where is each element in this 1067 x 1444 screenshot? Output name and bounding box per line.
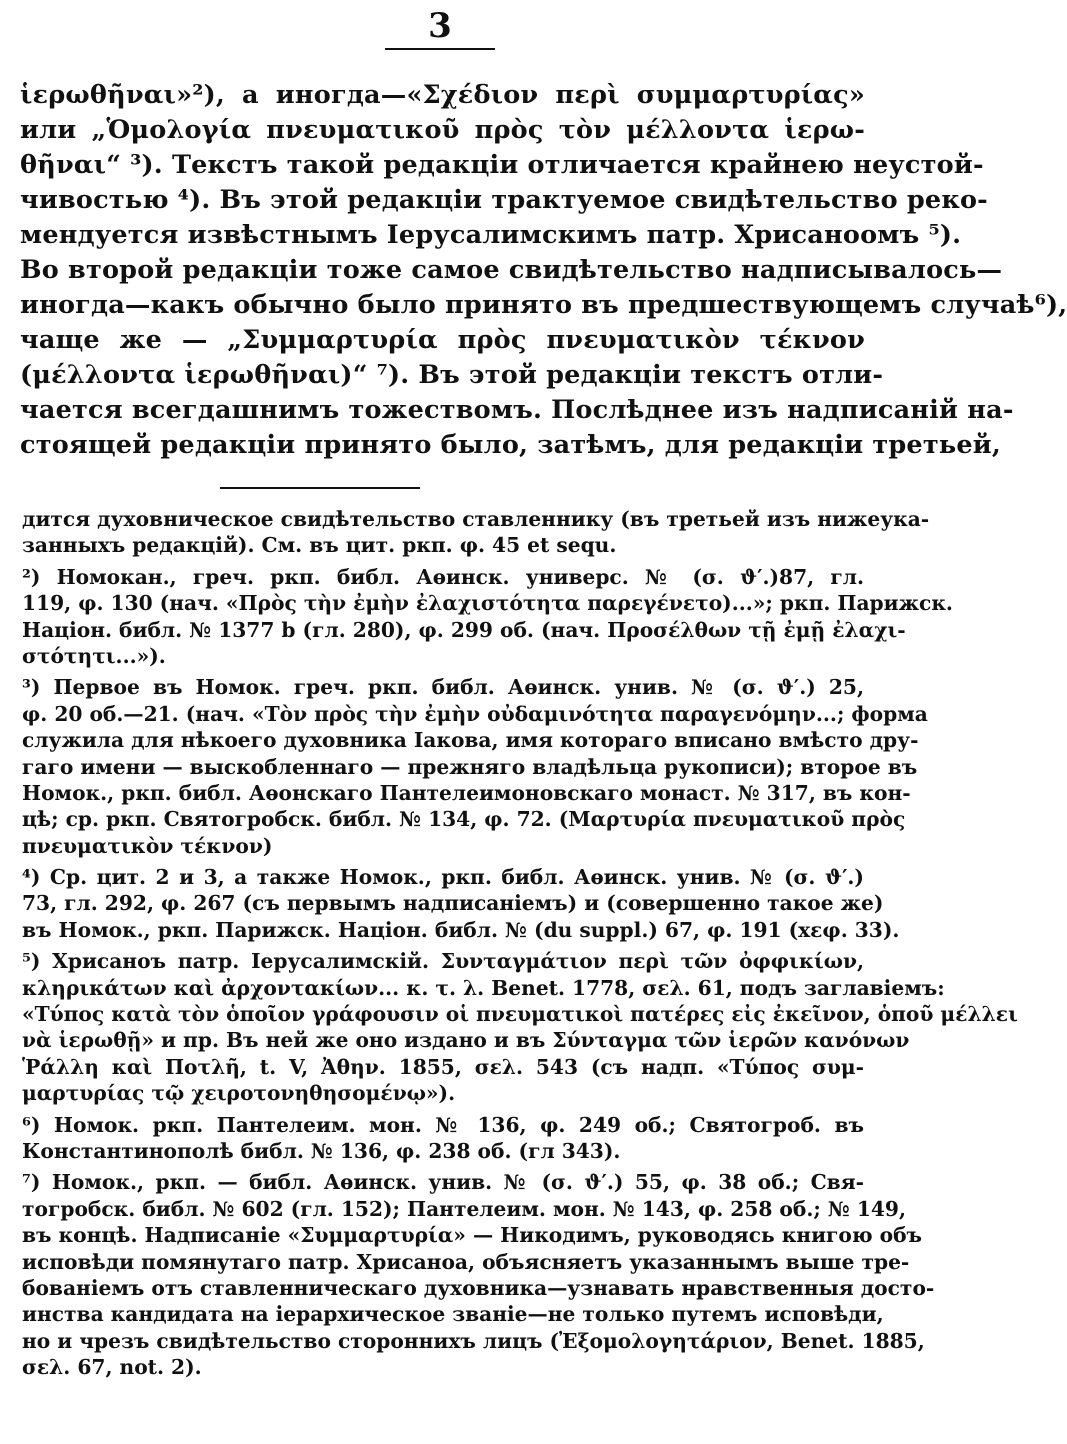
main-text	[20, 78, 1067, 463]
footnote-line: тогробск. библ. № 602 (гл. 152); Пантелеим. мон. № 143, φ. 258 об.; № 149,	[22, 1196, 907, 1221]
main-text-line: чаще же — „Συμμαρτυρία πρὸς πνευματικὸν τέκνον	[20, 325, 865, 355]
page-number: 3	[428, 6, 452, 46]
footnote-line: ⁴) Ср. цит. 2 и 3, а также Номок., ркп. библ. Аѳинск. унив. № (σ. ϑ′.)	[22, 865, 864, 890]
footnote-line: ³) Первое въ Номок. греч. ркп. библ. Аѳинск. унив. № (σ. ϑ′.) 25,	[22, 675, 864, 700]
footnote-line: Націон. библ. № 1377 b (гл. 280), φ. 299 об. (нач. Προσέλθων τῇ ἐμῇ ἐλαχι-	[22, 617, 906, 642]
footnote-line: но и чрезъ свидѣтельство стороннихъ лицъ (Ἐξομολογητάριον, Benet. 1885,	[22, 1328, 925, 1353]
main-text-line: Во второй редакціи тоже самое свидѣтельство надписывалось—	[20, 255, 1003, 285]
footnote-line: 119, φ. 130 (нач. «Πρὸς τὴν ἐμὴν ἐλαχιστότητα παρεγένετο)...»; ркп. Парижск.	[22, 591, 953, 616]
main-text-line: ἱερωθῆναι»²), а иногда—«Σχέδιον περὶ συμμαρτυρίας»	[20, 80, 865, 110]
footnote	[22, 1169, 935, 1380]
footnote	[22, 1112, 864, 1165]
footnote-line: ²) Номокан., греч. ркп. библ. Аѳинск. универс. № (σ. ϑ′.)87, гл.	[22, 564, 864, 589]
footnote	[22, 506, 930, 559]
footnote-line: Константинополѣ библ. № 136, φ. 238 об. (гл 343).	[22, 1138, 621, 1163]
footnote-line: Ῥάλλη καὶ Ποτλῆ, t. V, Ἀθην. 1855, σελ. 543 (съ надп. «Τύπος συμ-	[22, 1054, 864, 1079]
footnote-line: «Τύπος κατὰ τὸν ὁποῖον γράφουσιν οἱ πνευματικοὶ πατέρες εἰς ἐκεῖνον, ὁποῦ μέλλει	[22, 1002, 1018, 1027]
footnote-line: φ. 20 об.—21. (нач. «Τὸν πρὸς τὴν ἐμὴν οὐδαμινότητα παραγενόμην...; форма	[22, 701, 928, 726]
footnote-line: бованіемъ отъ ставленническаго духовника—узнавать нравственныя досто-	[22, 1275, 935, 1300]
footnote-line: Номок., ркп. библ. Аѳонскаго Пантелеимоновскаго монаст. № 317, въ кон-	[22, 780, 911, 805]
main-text-line: или „Ὁμολογία πνευματικοῦ πρὸς τὸν μέλλοντα ἱερω-	[20, 115, 865, 145]
footnote-line: ⁷) Номок., ркп. — библ. Аѳинск. унив. № (σ. ϑ′.) 55, φ. 38 об.; Свя-	[22, 1170, 864, 1195]
footnote-line: служила для нѣкоего духовника Іакова, имя котораго вписано вмѣсто дру-	[22, 728, 919, 753]
footnote-line: κληρικάτων καὶ ἀρχοντακίων... κ. τ. λ. Benet. 1778, σελ. 61, подъ заглавіемъ:	[22, 975, 945, 1000]
footnote-line: исповѣди помянутаго патр. Хрисаноа, объясняетъ указаннымъ выше тре-	[22, 1249, 910, 1274]
footnote-line: πνευματικὸν τέκνον)	[22, 833, 273, 858]
main-text-line: чается всегдашнимъ тожествомъ. Послѣднее изъ надписаній на-	[20, 395, 1014, 425]
footnote-line: 73, гл. 292, φ. 267 (съ первымъ надписаніемъ) и (совершенно такое же)	[22, 891, 884, 916]
footnote-line: στότητι...»).	[22, 643, 166, 668]
footnote-line: ⁵) Хрисаноъ патр. Іерусалимскій. Συνταγμάτιον περὶ τῶν ὀφφικίων,	[22, 949, 864, 974]
footnote-separator	[220, 487, 420, 489]
main-text-line: θῆναι“ ³). Текстъ такой редакціи отличается крайнею неустой-	[20, 150, 984, 180]
footnote	[22, 564, 953, 670]
footnote-line: гаго имени — выскобленнаго — прежняго владѣльца рукописи); второе въ	[22, 754, 918, 779]
main-text-line: иногда—какъ обычно было принято въ предшествующемъ случаѣ⁶),	[20, 290, 1067, 320]
footnote	[22, 948, 1018, 1106]
footnote-line: νὰ ἱερωθῇ» и пр. Въ ней же оно издано и въ Σύνταγμα τῶν ἱερῶν κανόνων	[22, 1028, 910, 1053]
main-text-line: чивостью ⁴). Въ этой редакціи трактуемое свидѣтельство реко-	[20, 185, 988, 215]
footnote-line: въ концѣ. Надписаніе «Συμμαρτυρία» — Никодимъ, руководясь книгою объ	[22, 1223, 923, 1248]
footnote-line: инства кандидата на іерархическое званіе—не только путемъ исповѣди,	[22, 1302, 884, 1327]
main-text-line: стоящей редакціи принято было, затѣмъ, для редакціи третьей,	[20, 430, 1001, 460]
main-text-line: мендуется извѣстнымъ Іерусалимскимъ патр. Хрисаноомъ ⁵).	[20, 220, 962, 250]
footnote-line: ⁶) Номок. ркп. Пантелеим. мон. № 136, φ. 249 об.; Святогроб. въ	[22, 1112, 864, 1137]
footnote-line: занныхъ редакцій). См. въ цит. ркп. φ. 45 et sequ.	[22, 533, 617, 558]
footnote-line: σελ. 67, not. 2).	[22, 1355, 202, 1380]
footnotes	[22, 506, 1018, 1381]
footnote-line: μαρτυρίας τῷ χειροτονηθησομένῳ»).	[22, 1081, 456, 1106]
footnote-line: цѣ; ср. ркп. Святогробск. библ. № 134, φ. 72. (Μαρτυρία πνευματικοῦ πρὸς	[22, 807, 906, 832]
footnote-line: въ Номок., ркп. Парижск. Націон. библ. № (du suppl.) 67, φ. 191 (хεφ. 33).	[22, 917, 900, 942]
header-rule	[385, 48, 495, 50]
footnote	[22, 674, 928, 859]
footnote-line: дится духовническое свидѣтельство ставленнику (въ третьей изъ нижеука-	[22, 507, 930, 531]
footnote	[22, 864, 900, 943]
main-text-line: (μέλλοντα ἱερωθῆναι)“ ⁷). Въ этой редакціи текстъ отли-	[20, 360, 884, 390]
